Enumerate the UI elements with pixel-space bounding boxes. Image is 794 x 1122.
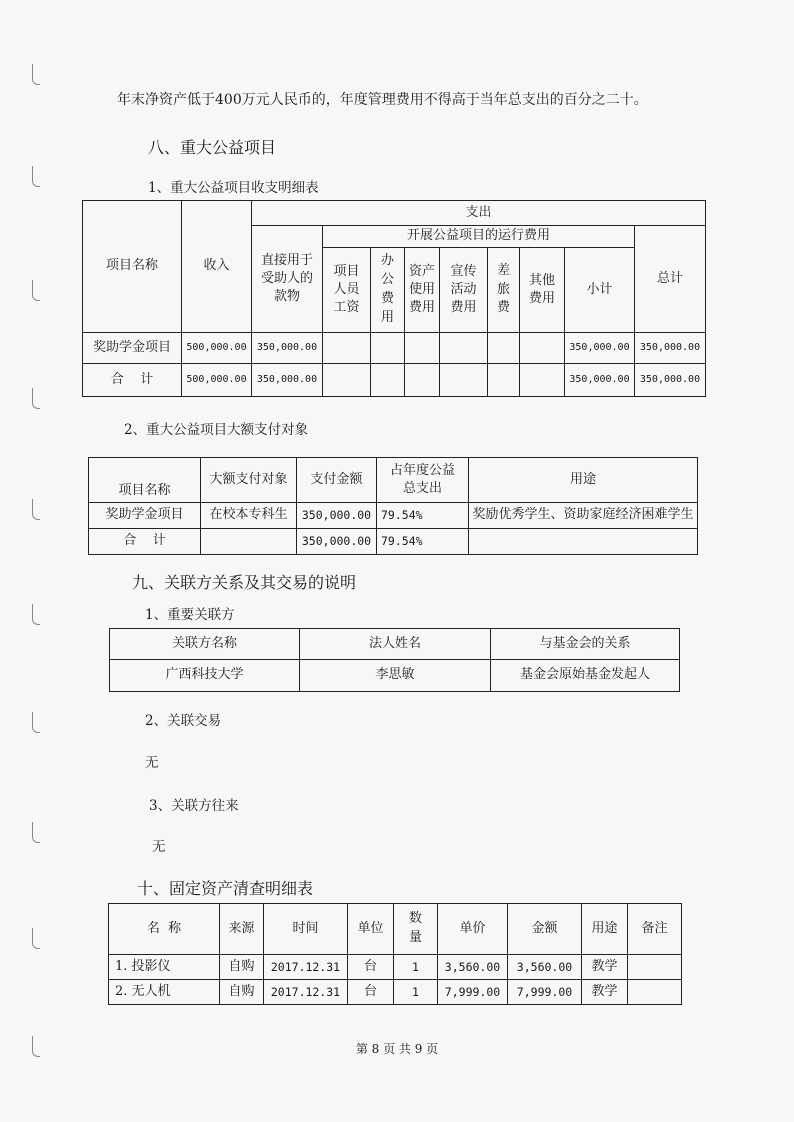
cell-subtotal: 350,000.00 bbox=[565, 333, 635, 364]
table-row bbox=[83, 364, 706, 397]
header-legal: 法人姓名 bbox=[300, 629, 491, 660]
header-ratio bbox=[377, 458, 469, 503]
cell-name: 合 计 bbox=[83, 364, 182, 397]
cell-ratio: 79.54% bbox=[377, 529, 469, 555]
table-row bbox=[109, 955, 682, 980]
header-office bbox=[371, 248, 405, 333]
cell-subtotal: 350,000.00 bbox=[565, 364, 635, 397]
header-qty bbox=[394, 904, 438, 955]
large-payment-table bbox=[88, 457, 698, 555]
table-row bbox=[110, 660, 680, 692]
cell-name: 奖助学金项目 bbox=[83, 333, 182, 364]
binder-mark bbox=[32, 64, 40, 85]
header-asset bbox=[405, 248, 440, 333]
fixed-asset-table bbox=[108, 903, 682, 1005]
cell-qty: 1 bbox=[394, 980, 438, 1005]
cell-direct: 350,000.00 bbox=[252, 364, 323, 397]
cell-office bbox=[371, 333, 405, 364]
cell-amount: 3,560.00 bbox=[508, 955, 582, 980]
cell-other bbox=[520, 364, 565, 397]
cell-amount: 350,000.00 bbox=[297, 529, 377, 555]
cell-direct: 350,000.00 bbox=[252, 333, 323, 364]
cell-travel bbox=[488, 364, 520, 397]
header-staff-text: 项目人员工资 bbox=[333, 263, 360, 316]
cell-name: 合 计 bbox=[89, 529, 201, 555]
section-9-none2: 无 bbox=[152, 839, 166, 855]
binder-mark bbox=[32, 712, 40, 733]
header-office-text: 办公费用 bbox=[380, 253, 394, 325]
binder-mark bbox=[32, 388, 40, 409]
header-promo bbox=[440, 248, 488, 333]
cell-use: 教学 bbox=[582, 980, 628, 1005]
header-expense: 支出 bbox=[252, 201, 706, 226]
cell-ratio: 79.54% bbox=[377, 503, 469, 529]
header-unit: 单位 bbox=[348, 904, 394, 955]
binder-mark bbox=[32, 928, 40, 949]
cell-income: 500,000.00 bbox=[182, 333, 252, 364]
cell-note bbox=[628, 955, 682, 980]
header-use: 用途 bbox=[469, 458, 698, 503]
cell-asset bbox=[405, 364, 440, 397]
header-promo-text: 宣传活动费用 bbox=[450, 263, 477, 316]
header-direct bbox=[252, 226, 323, 333]
cell-total: 350,000.00 bbox=[635, 364, 706, 397]
header-use: 用途 bbox=[582, 904, 628, 955]
cell-use bbox=[469, 529, 698, 555]
header-asset-text: 资产使用费用 bbox=[408, 263, 435, 316]
section-9-sub3: 3、关联方往来 bbox=[149, 798, 239, 814]
header-price: 单价 bbox=[438, 904, 508, 955]
cell-other bbox=[520, 333, 565, 364]
section-10-heading: 十、固定资产清查明细表 bbox=[137, 879, 314, 898]
table-row bbox=[89, 503, 698, 529]
header-total: 总计 bbox=[635, 226, 706, 333]
section-9-sub1: 1、重要关联方 bbox=[145, 607, 235, 623]
section-9-sub2: 2、关联交易 bbox=[145, 713, 222, 729]
section-8-heading: 八、重大公益项目 bbox=[148, 138, 277, 157]
cell-time: 2017.12.31 bbox=[264, 955, 348, 980]
major-project-table bbox=[82, 200, 706, 397]
cell-use: 奖励优秀学生、资助家庭经济困难学生 bbox=[469, 503, 698, 529]
header-ratio-text: 占年度公益总支出 bbox=[389, 462, 455, 496]
cell-party: 广西科技大学 bbox=[110, 660, 300, 692]
section-8-sub2: 2、重大公益项目大额支付对象 bbox=[124, 422, 309, 438]
header-staff bbox=[323, 248, 371, 333]
cell-unit: 台 bbox=[348, 980, 394, 1005]
header-direct-text: 直接用于受助人的款物 bbox=[260, 252, 313, 305]
header-project-name: 项目名称 bbox=[89, 458, 201, 503]
cell-note bbox=[628, 980, 682, 1005]
header-relation: 与基金会的关系 bbox=[491, 629, 680, 660]
cell-name: 1. 投影仪 bbox=[109, 955, 220, 980]
cell-total: 350,000.00 bbox=[635, 333, 706, 364]
table-row bbox=[89, 529, 698, 555]
header-note: 备注 bbox=[628, 904, 682, 955]
cell-source: 自购 bbox=[220, 980, 264, 1005]
cell-travel bbox=[488, 333, 520, 364]
header-name: 名 称 bbox=[109, 904, 220, 955]
header-travel bbox=[488, 248, 520, 333]
cell-promo bbox=[440, 364, 488, 397]
cell-source: 自购 bbox=[220, 955, 264, 980]
cell-staff bbox=[323, 333, 371, 364]
section-8-sub1: 1、重大公益项目收支明细表 bbox=[148, 180, 319, 196]
cell-target: 在校本专科生 bbox=[201, 503, 297, 529]
cell-amount: 350,000.00 bbox=[297, 503, 377, 529]
related-party-table bbox=[109, 628, 680, 692]
cell-legal: 李思敏 bbox=[300, 660, 491, 692]
cell-income: 500,000.00 bbox=[182, 364, 252, 397]
header-amount: 金额 bbox=[508, 904, 582, 955]
header-qty-text: 数量 bbox=[408, 911, 422, 945]
header-subtotal: 小计 bbox=[565, 248, 635, 333]
header-other-text: 其他费用 bbox=[528, 272, 555, 306]
cell-amount: 7,999.00 bbox=[508, 980, 582, 1005]
cell-name: 奖助学金项目 bbox=[89, 503, 201, 529]
binder-mark bbox=[32, 604, 40, 625]
table-row bbox=[109, 980, 682, 1005]
cell-qty: 1 bbox=[394, 955, 438, 980]
cell-promo bbox=[440, 333, 488, 364]
header-income: 收入 bbox=[182, 201, 252, 333]
cell-target bbox=[201, 529, 297, 555]
intro-paragraph: 年末净资产低于400万元人民币的，年度管理费用不得高于当年总支出的百分之二十。 bbox=[117, 92, 648, 108]
header-running-cost: 开展公益项目的运行费用 bbox=[323, 226, 635, 248]
binder-mark bbox=[32, 166, 40, 187]
binder-mark bbox=[32, 822, 40, 843]
cell-asset bbox=[405, 333, 440, 364]
section-9-heading: 九、关联方关系及其交易的说明 bbox=[132, 573, 357, 592]
header-travel-text: 差旅费 bbox=[496, 262, 510, 316]
cell-name: 2. 无人机 bbox=[109, 980, 220, 1005]
header-target: 大额支付对象 bbox=[201, 458, 297, 503]
cell-relation: 基金会原始基金发起人 bbox=[491, 660, 680, 692]
header-project-name: 项目名称 bbox=[83, 201, 182, 333]
cell-use: 教学 bbox=[582, 955, 628, 980]
cell-office bbox=[371, 364, 405, 397]
cell-time: 2017.12.31 bbox=[264, 980, 348, 1005]
cell-staff bbox=[323, 364, 371, 397]
header-time: 时间 bbox=[264, 904, 348, 955]
cell-price: 3,560.00 bbox=[438, 955, 508, 980]
binder-mark bbox=[32, 499, 40, 520]
section-9-none1: 无 bbox=[145, 755, 159, 771]
page-footer: 第 8 页 共 9 页 bbox=[355, 1042, 439, 1056]
header-party: 关联方名称 bbox=[110, 629, 300, 660]
header-other bbox=[520, 248, 565, 333]
table-row bbox=[83, 333, 706, 364]
header-amount: 支付金额 bbox=[297, 458, 377, 503]
header-source: 来源 bbox=[220, 904, 264, 955]
binder-mark bbox=[32, 280, 40, 301]
cell-unit: 台 bbox=[348, 955, 394, 980]
cell-price: 7,999.00 bbox=[438, 980, 508, 1005]
